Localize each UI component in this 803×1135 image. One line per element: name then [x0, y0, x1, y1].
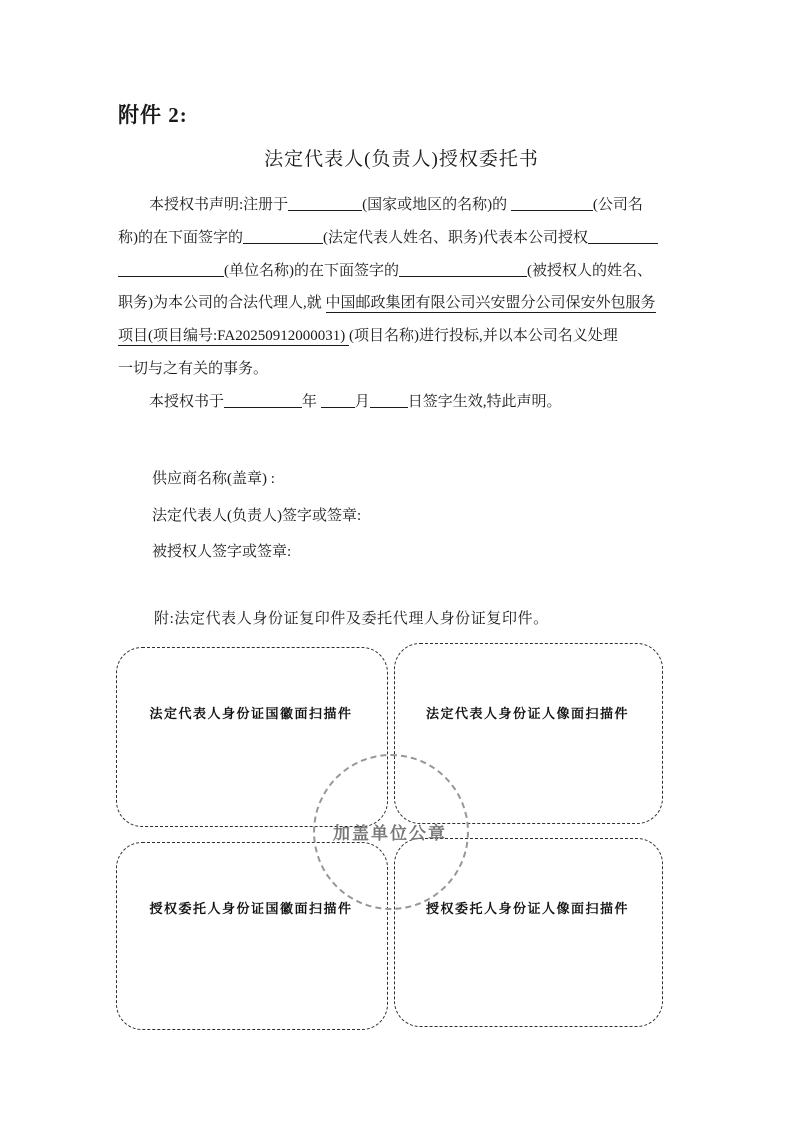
fill-in-blank	[243, 242, 323, 244]
signature-block	[118, 461, 690, 571]
text-segment: (法定代表人姓名、职务)代表本公司授权	[323, 229, 588, 246]
scan-box-label-legal-rep-emblem: 法定代表人身份证国徽面扫描件	[149, 706, 353, 721]
document-text-line	[118, 222, 690, 255]
fill-in-blank	[321, 406, 355, 408]
fill-in-blank	[370, 406, 408, 408]
effective-date-line	[118, 386, 690, 419]
text-segment: (公司名	[592, 197, 643, 213]
document-text-line	[118, 353, 690, 386]
authorized-person-signature-line: 被授权人签字或签章:	[152, 544, 292, 561]
text-segment: 本授权书声明:注册于	[149, 197, 289, 213]
fill-in-blank	[588, 242, 658, 244]
authorization-paragraph	[118, 189, 690, 386]
attachment-number-label: 附件 2:	[118, 103, 188, 127]
company-seal-label: 加盖单位公章	[333, 824, 447, 843]
text-segment: 月	[354, 394, 370, 410]
attachment-note: 附:法定代表人身份证复印件及委托代理人身份证复印件。	[154, 611, 549, 627]
text-segment: (单位名称)的在下面签字的	[224, 262, 399, 279]
underlined-text: 项目(项目编号:FA20250912000031)	[118, 328, 349, 345]
text-segment: 本授权书于	[149, 394, 225, 410]
fill-in-blank	[224, 406, 302, 408]
text-segment: 年	[302, 394, 321, 410]
fill-in-blank	[118, 275, 224, 277]
text-segment: (被授权人的姓名、	[527, 262, 652, 279]
scan-box-label-agent-portrait: 授权委托人身份证人像面扫描件	[425, 901, 629, 916]
document-text-line	[118, 255, 690, 288]
text-segment: 称)的在下面签字的	[118, 229, 243, 246]
fill-in-blank	[399, 275, 527, 277]
document-text-line	[118, 189, 690, 222]
text-segment: 日签字生效,特此声明。	[407, 394, 562, 410]
scan-box-label-legal-rep-portrait: 法定代表人身份证人像面扫描件	[425, 706, 629, 721]
fill-in-blank	[288, 209, 362, 211]
scan-box-label-agent-emblem: 授权委托人身份证国徽面扫描件	[149, 901, 353, 916]
legal-representative-signature-line: 法定代表人(负责人)签字或签章:	[152, 507, 362, 524]
text-segment: 职务)为本公司的合法代理人,就	[118, 295, 326, 312]
underlined-text: 中国邮政集团有限公司兴安盟分公司保安外包服务	[325, 295, 656, 312]
text-segment: 一切与之有关的事务。	[118, 360, 269, 377]
fill-in-blank	[511, 209, 593, 211]
document-title: 法定代表人(负责人)授权委托书	[264, 149, 539, 170]
supplier-name-line: 供应商名称(盖章) :	[152, 471, 275, 487]
document-text-line	[118, 320, 690, 353]
text-segment: (国家或地区的名称)的	[362, 197, 511, 213]
text-segment: (项目名称)进行投标,并以本公司名义处理	[348, 328, 618, 345]
document-text-line	[118, 287, 690, 320]
document-text-line	[118, 386, 690, 419]
